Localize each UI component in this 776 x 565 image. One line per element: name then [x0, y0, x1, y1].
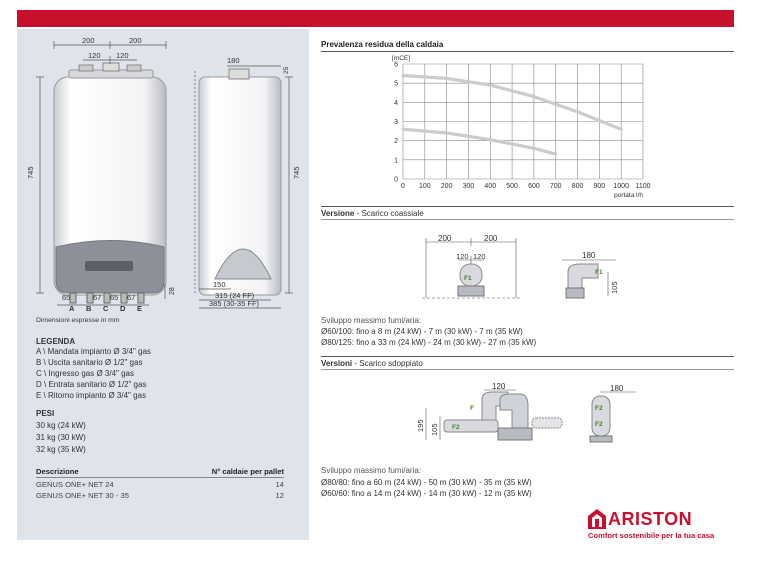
v2-label-f: F	[470, 405, 474, 412]
weight-24: 30 kg (24 kW)	[36, 421, 86, 430]
brand-name: ARISTON	[608, 509, 693, 529]
side-dim-150: 150	[213, 280, 226, 289]
x-axis-label: portata l/h	[614, 192, 643, 199]
dims-caption: Dimensioni espresse in mm	[36, 317, 120, 324]
v1-dim-f: 105	[610, 281, 619, 294]
weight-35: 32 kg (35 kW)	[36, 445, 86, 454]
dim-top-3: 120	[88, 51, 101, 60]
version1-subtitle: - Scarico coassiale	[354, 209, 424, 218]
version2-line-top	[321, 356, 734, 357]
y-axis-label: [mCE]	[391, 55, 411, 62]
y-tick-label: 6	[394, 61, 398, 69]
version2-dev-title: Sviluppo massimo fumi/aria:	[321, 466, 422, 475]
dim-height-side: 745	[292, 166, 301, 179]
x-tick-label: 200	[440, 183, 453, 190]
brand-logo	[588, 509, 736, 541]
table-row	[36, 480, 284, 489]
legend-item-b: B \ Uscita sanitario Ø 1/2" gas	[36, 358, 143, 367]
conn-dim-3: 65	[110, 293, 119, 302]
conn-letter-b: B	[86, 304, 92, 313]
v1-dim-c: 120	[456, 252, 469, 261]
series-line-2	[403, 129, 556, 154]
front-display	[85, 261, 133, 271]
y-tick-label: 3	[394, 119, 398, 126]
brand-tagline: Comfort sostenibile per la tua casa	[588, 531, 715, 540]
side-dim-385: 385 (30-35 FF)	[209, 299, 260, 308]
legend-item-e: E \ Ritorno impianto Ø 3/4" gas	[36, 391, 147, 400]
version1-line-top	[321, 206, 734, 207]
side-small-dim: 25	[283, 66, 290, 74]
version2-dev-line-2: Ø60/60: fino a 14 m (24 kW) - 14 m (30 kW) - 12 m (35 kW)	[321, 489, 532, 498]
house-logo-icon	[588, 509, 606, 529]
y-tick-label: 1	[394, 157, 398, 165]
x-tick-label: 800	[571, 183, 584, 190]
version2-title: Versioni	[321, 359, 353, 368]
table-cell-name: GENUS ONE+ NET 30 - 35	[36, 491, 129, 500]
dim-top-1: 200	[82, 36, 95, 45]
table-col-pallet: N° caldaie per pallet	[211, 467, 284, 476]
x-tick-label: 600	[528, 183, 540, 190]
x-tick-label: 1100	[635, 183, 651, 190]
boiler-drawing	[17, 29, 309, 314]
conn-letter-a: A	[69, 304, 75, 313]
x-tick-label: 1000	[613, 183, 629, 190]
coaxial-drawing	[420, 232, 630, 304]
version1-line	[321, 219, 734, 220]
version1-heading	[321, 209, 424, 218]
legend-item-d: D \ Entrata sanitario Ø 1/2" gas	[36, 380, 147, 389]
dim-top-4: 120	[116, 51, 129, 60]
version2-heading	[321, 359, 423, 368]
table-divider	[36, 477, 284, 478]
table-cell-count: 14	[275, 480, 284, 489]
v2-dim-b: 195	[416, 419, 425, 432]
weight-30: 31 kg (30 kW)	[36, 433, 86, 442]
table-header	[36, 467, 284, 476]
legend-item-c: C \ Ingresso gas Ø 3/4" gas	[36, 369, 134, 378]
x-tick-label: 500	[506, 183, 518, 190]
weights-title: PESI	[36, 409, 55, 418]
y-tick-label: 2	[394, 138, 398, 146]
v1-dim-d: 120	[473, 252, 486, 261]
y-tick-label: 5	[394, 80, 398, 88]
v2-dim-c: 105	[430, 423, 439, 436]
dim-height-front: 745	[26, 166, 35, 179]
y-tick-label: 4	[394, 99, 398, 107]
conn-dim-1: 65	[62, 293, 71, 302]
table-cell-count: 12	[275, 491, 284, 500]
version2-dev-line-1: Ø80/80: fino a 60 m (24 kW) - 50 m (30 kW) - 35 m (35 kW)	[321, 478, 532, 487]
y-tick-label: 0	[394, 176, 398, 184]
conn-dim-2: 67	[93, 293, 102, 302]
header-bar	[17, 10, 734, 27]
v1-label-f1b: F1	[595, 269, 603, 276]
dim-28: 28	[169, 287, 176, 295]
x-tick-label: 400	[484, 183, 497, 190]
legend-title: LEGENDA	[36, 337, 76, 346]
v2-dim-d: 180	[610, 384, 624, 393]
chart-title: Prevalenza residua della caldaia	[321, 40, 444, 49]
v2-label-f2: F2	[452, 424, 460, 431]
v2-label-f3: F2	[595, 421, 603, 428]
conn-letter-c: C	[103, 304, 109, 313]
table-cell-name: GENUS ONE+ NET 24	[36, 480, 114, 489]
version1-dev-line-1: Ø60/100: fino a 8 m (24 kW) - 7 m (30 kW) - 7 m (35 kW)	[321, 327, 523, 336]
table-row	[36, 491, 284, 500]
version2-line	[321, 369, 734, 370]
x-tick-label: 700	[549, 183, 562, 190]
pump-curve-chart	[321, 52, 661, 202]
split-drawing	[412, 380, 642, 448]
version1-title: Versione	[321, 209, 355, 218]
x-tick-label: 300	[462, 183, 475, 190]
v2-dim-a: 120	[492, 382, 506, 391]
v1-dim-b: 200	[484, 234, 498, 243]
dim-top-2: 200	[129, 36, 142, 45]
x-tick-label: 100	[418, 183, 431, 190]
version1-dev-title: Sviluppo massimo fumi/aria:	[321, 316, 422, 325]
v2-label-f2b: F2	[595, 405, 603, 412]
v1-dim-a: 200	[438, 234, 452, 243]
x-tick-label: 900	[593, 183, 606, 190]
v1-dim-e: 180	[582, 251, 596, 260]
conn-letter-d: D	[120, 304, 126, 313]
side-dim-315: 315 (24 FF)	[215, 291, 255, 300]
v1-label-f1: F1	[464, 275, 472, 282]
version2-subtitle: - Scarico sdoppiato	[352, 359, 423, 368]
table-col-description: Descrizione	[36, 467, 79, 476]
legend-item-a: A \ Mandata impianto Ø 3/4" gas	[36, 347, 151, 356]
version1-dev-line-2: Ø80/125: fino a 33 m (24 kW) - 24 m (30 kW) - 27 m (35 kW)	[321, 338, 537, 347]
conn-dim-4: 67	[127, 293, 136, 302]
conn-letter-e: E	[137, 304, 143, 313]
x-tick-label: 0	[401, 183, 405, 190]
side-top-dim: 180	[227, 56, 240, 65]
